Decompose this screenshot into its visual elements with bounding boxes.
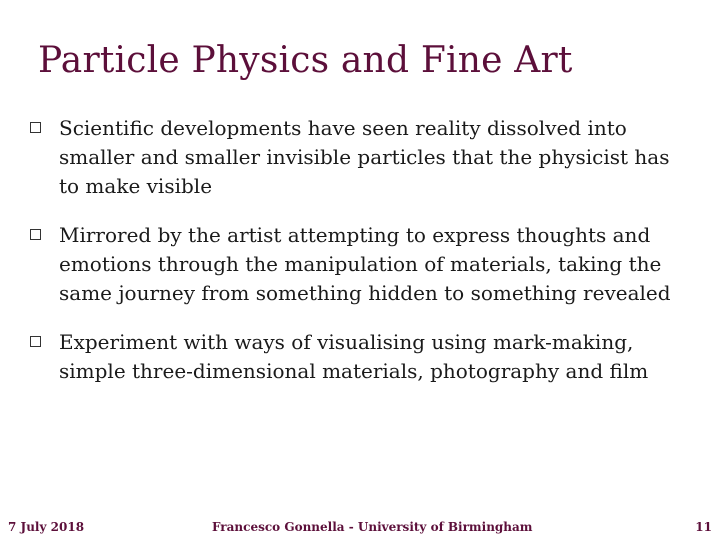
bullet-item [26, 114, 686, 201]
hollow-square-bullet-icon [30, 122, 41, 133]
bullet-item [26, 221, 686, 308]
footer-page-number: 11 [695, 520, 712, 534]
hollow-square-bullet-icon [30, 229, 41, 240]
bullet-item [26, 328, 686, 386]
bullet-list [26, 114, 686, 406]
bullet-text: Scientific developments have seen reality dissolved into smaller and smaller invisible particles that the physicist has to make visible [59, 116, 670, 198]
slide-title: Particle Physics and Fine Art [38, 40, 573, 81]
bullet-text: Mirrored by the artist attempting to express thoughts and emotions through the manipulation of materials, taking the same journey from something hidden to something revealed [59, 223, 671, 305]
footer-date: 7 July 2018 [8, 520, 85, 534]
bullet-text: Experiment with ways of visualising using mark-making, simple three-dimensional materials, photography and film [59, 330, 649, 383]
footer-author: Francesco Gonnella - University of Birmingham [212, 520, 533, 534]
hollow-square-bullet-icon [30, 336, 41, 347]
